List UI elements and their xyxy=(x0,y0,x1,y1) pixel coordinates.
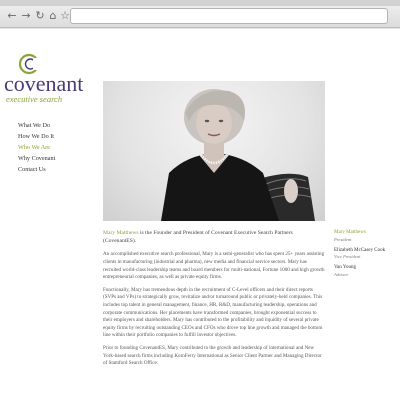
back-arrow-icon[interactable]: ← xyxy=(7,9,17,22)
bio-lead xyxy=(103,229,325,245)
nav-item-who-we-are[interactable]: Who We Are xyxy=(18,144,51,151)
nav-item-contact-us[interactable]: Contact Us xyxy=(18,166,46,173)
page-viewport xyxy=(0,29,400,400)
main-nav xyxy=(18,120,98,175)
team-member[interactable] xyxy=(334,265,398,278)
team-member[interactable] xyxy=(334,230,398,243)
address-bar[interactable] xyxy=(70,8,388,24)
bio-paragraph: An accomplished executive search professional, Mary is a semi-generalist who has spent 25+ years assisting clients in manufacturing (industrial and pharma), new media and financial service sectors. Mary has recruited world-class leadership teams and board members for multi-national, Fortune 1000 and high growth entrepreneurial companies, as well as private equity firms. xyxy=(103,251,325,281)
logo-wordmark: covenant xyxy=(4,71,84,96)
covenant-logo[interactable] xyxy=(4,53,100,104)
tab-strip xyxy=(0,0,400,6)
star-icon[interactable]: ☆ xyxy=(60,9,70,22)
reload-icon[interactable]: ↻ xyxy=(35,9,45,22)
founder-portrait xyxy=(103,81,325,221)
portrait-illustration xyxy=(103,81,325,221)
nav-item-how-we-do-it[interactable]: How We Do It xyxy=(18,133,54,140)
home-icon[interactable]: ⌂ xyxy=(49,9,57,22)
bio-content xyxy=(103,229,325,373)
team-member-name: Van Young xyxy=(334,265,356,270)
bio-paragraph: Prior to founding CovenantES, Mary contributed to the growth and leadership of international and New York-based search firms including KornFerry International as Senior Client Partner and Managing Director of Stamford Search Office. xyxy=(103,344,322,367)
team-member-role: President xyxy=(334,236,352,242)
forward-arrow-icon[interactable]: → xyxy=(21,9,31,22)
team-member-name: Mary Matthews xyxy=(334,230,366,235)
team-member-role: Advisor xyxy=(334,271,349,277)
team-member[interactable] xyxy=(334,248,398,261)
nav-item-why-covenant[interactable]: Why Covenant xyxy=(18,155,56,162)
bio-paragraph: Functionally, Mary has tremendous depth in the recruitment of C-Level officers and their direct reports (SVPs and VPs) to strategically grow, revitalize and/or turnaround public or privately-held companies. This includes top talent in general management, finance, HR, R&D, manufacturing leadership, operations and corporate communications. Her placements have transformed companies, brought exponential success to their employers and shareholders. Mary has contributed to the profitability and liquidity of several private equity firms by recruiting outstanding CEOs and CFOs who drove top line growth and managed the bottom line within their portfolio companies to fulfill investor objectives. xyxy=(103,286,323,339)
bio-lead-text: is the Founder and President of Covenant Executive Search Partners (CovenantES). xyxy=(103,230,293,245)
logo-tagline: executive search xyxy=(6,94,63,104)
team-member-name: Elizabeth McCasey Cook xyxy=(334,247,386,253)
bio-lead-name: Mary Matthews xyxy=(103,230,139,236)
browser-toolbar xyxy=(0,0,400,28)
team-sidebar xyxy=(334,230,398,283)
team-member-role: Vice President xyxy=(334,254,361,259)
nav-item-what-we-do[interactable]: What We Do xyxy=(18,122,51,129)
